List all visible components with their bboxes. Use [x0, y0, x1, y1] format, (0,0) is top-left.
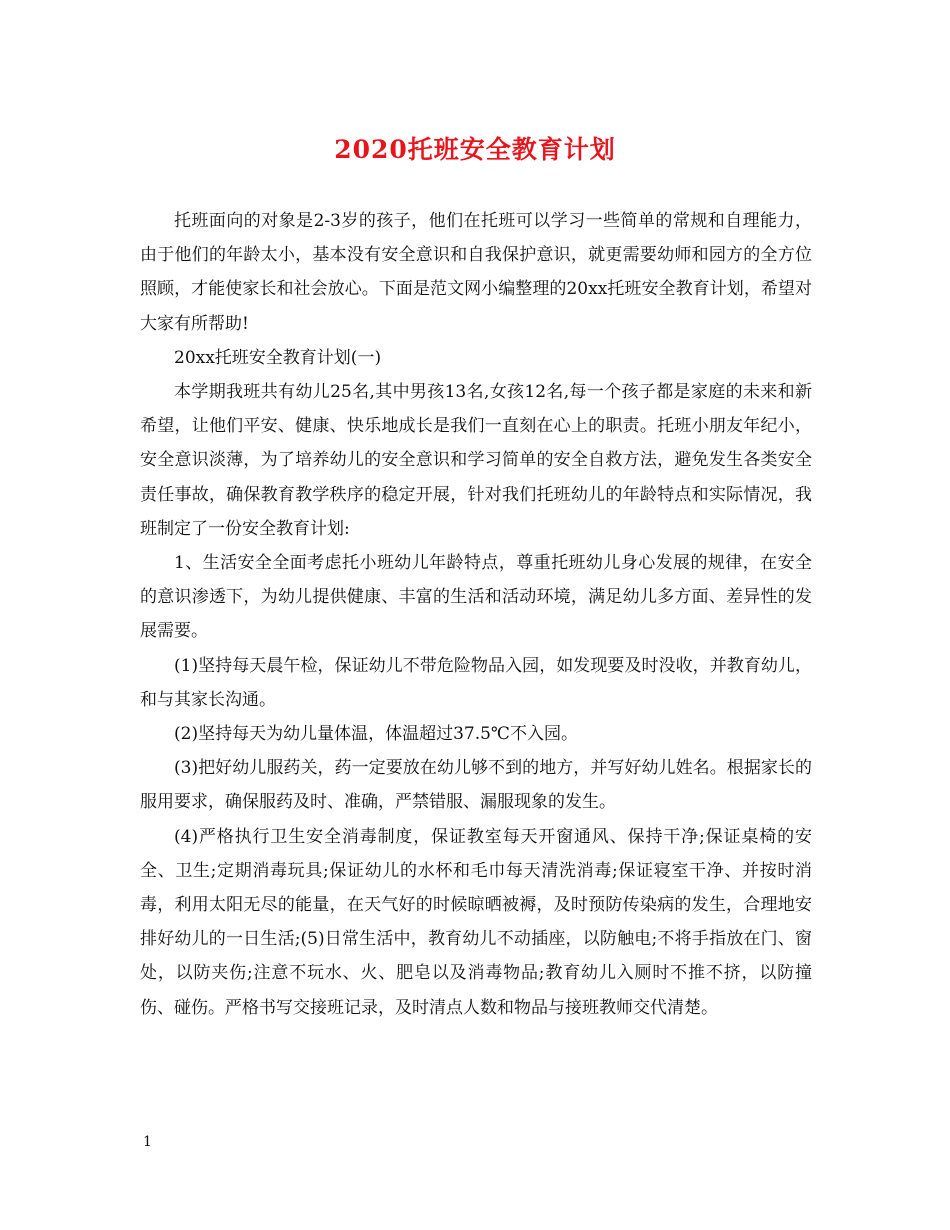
paragraph-item-1: (1)坚持每天晨午检，保证幼儿不带危险物品入园，如发现要及时没收，并教育幼儿，和与其家长沟通。 — [140, 655, 812, 710]
paragraph-item-4: (4)严格执行卫生安全消毒制度，保证教室每天开窗通风、保持干净;保证桌椅的安全、卫生;定期消毒玩具;保证幼儿的水杯和毛巾每天清洗消毒;保证寝室干净、并按时消毒，利用太阳无尽的能量，在天气好的时候晾晒被褥，及时预防传染病的发生，合理地安排好幼儿的一日生活;(5)日常生活中，教育幼儿不动插座，以防触电;不将手指放在门、窗处，以防夹伤;注意不玩水、火、肥皂以及消毒物品;教育幼儿入厕时不推不挤，以防撞伤、碰伤。严格书写交接班记录，及时清点人数和物品与接班教师交代清楚。 — [140, 826, 812, 1018]
paragraph-item-2: (2)坚持每天为幼儿量体温，体温超过37.5℃不入园。 — [174, 724, 578, 745]
paragraph-intro: 托班面向的对象是2-3岁的孩子，他们在托班可以学习一些简单的常规和自理能力，由于他们的年龄太小，基本没有安全意识和自我保护意识，就更需要幼师和园方的全方位照顾，才能使家长和社会放心。下面是范文网小编整理的20xx托班安全教育计划，希望对大家有所帮助! — [140, 211, 812, 334]
paragraph-item-3: (3)把好幼儿服药关，药一定要放在幼儿够不到的地方，并写好幼儿姓名。根据家长的服用要求，确保服药及时、准确，严禁错服、漏服现象的发生。 — [140, 758, 812, 813]
document-body — [140, 204, 812, 1025]
section-heading: 20xx托班安全教育计划(一) — [174, 347, 382, 368]
paragraph-life-safety: 1、生活安全全面考虑托小班幼儿年龄特点，尊重托班幼儿身心发展的规律，在安全的意识渗透下，为幼儿提供健康、丰富的生活和活动环境，满足幼儿多方面、差异性的发展需要。 — [140, 553, 812, 642]
paragraph-class-overview: 本学期我班共有幼儿25名,其中男孩13名,女孩12名,每一个孩子都是家庭的未来和新希望，让他们平安、健康、快乐地成长是我们一直刻在心上的职责。托班小朋友年纪小，安全意识淡薄，为了培养幼儿的安全意识和学习简单的安全自救方法，避免发生各类安全责任事故，确保教育教学秩序的稳定开展，针对我们托班幼儿的年龄特点和实际情况，我班制定了一份安全教育计划: — [140, 382, 812, 539]
page-number: 1 — [143, 1134, 152, 1150]
document-title: 2020托班安全教育计划 — [334, 135, 616, 164]
